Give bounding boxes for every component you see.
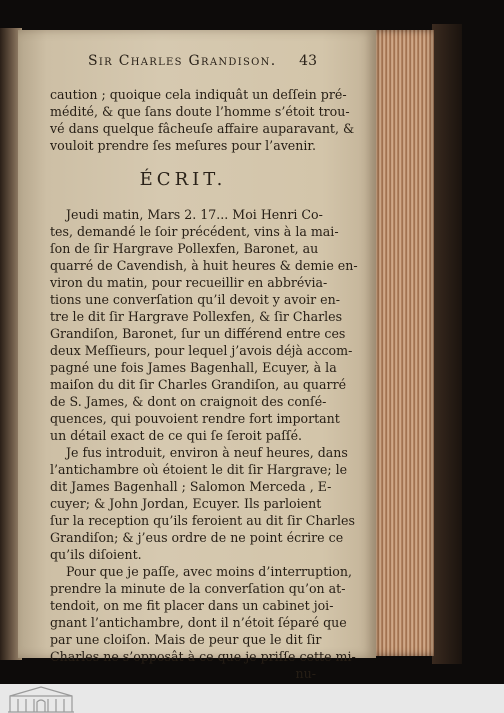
text-line: Pour que je paſſe, avec moins d’interruption, (66, 564, 352, 579)
paragraph-3 (50, 563, 356, 665)
text-line: Jeudi matin, Mars 2. 17... Moi Henri Co- (66, 207, 323, 222)
text-line: tendoit, on me fit placer dans un cabinet joi- (50, 598, 334, 613)
text-line: quences, qui pouvoient rendre fort important (50, 411, 340, 426)
text-line: gnant l’antichambre, dont il n’étoit ſéparé que (50, 615, 347, 630)
text-line: tions une converſation qu’il devoit y avoir en- (50, 292, 340, 307)
page-number: 43 (299, 53, 317, 69)
text-line: l’antichambre où étoient le dit ſir Hargrave; le (50, 462, 348, 477)
text-line: Grandiſon; & j’eus ordre de ne point écrire ce (50, 530, 344, 545)
text-line: pagné une fois James Bagenhall, Ecuyer, à la (50, 360, 337, 375)
continued-paragraph (50, 86, 355, 154)
text-line: tre le dit ſir Hargrave Pollexfen, & ſir Charles (50, 309, 343, 324)
text-line: deux Meſſieurs, pour lequel j’avois déjà accom- (50, 343, 353, 358)
text-line: cuyer; & John Jordan, Ecuyer. Ils parloient (50, 496, 322, 511)
text-line: vé dans quelque fâcheuſe affaire auparavant, & (50, 121, 355, 136)
text-line: dit James Bagenhall ; Salomon Merceda , E- (50, 479, 332, 494)
text-line: quarré de Cavendish, à huit heures & demie en- (50, 258, 358, 273)
text-line: maiſon du dit ſir Charles Grandiſon, au quarré (50, 377, 347, 392)
text-line: par une cloiſon. Mais de peur que le dit ſir (50, 632, 322, 647)
text-line: ſur la reception qu’ils feroient au dit ſir Charles (50, 513, 355, 528)
page-body (50, 86, 358, 682)
running-header: Sir Charles Grandison. (88, 53, 277, 69)
text-line: prendre la minute de la converſation qu’on at- (50, 581, 346, 596)
paragraph-2 (50, 444, 355, 563)
section-title: ÉCRIT. (139, 169, 227, 190)
text-line: de S. James, & dont on craignoit des conſé- (50, 394, 327, 409)
text-line: vouloit prendre ſes meſures pour l’avenir. (50, 138, 317, 153)
right-cover (432, 24, 462, 664)
text-line: un détail exact de ce qui ſe ſeroit paſſé. (50, 428, 303, 443)
text-line: Charles ne s’opposât à ce que je priſſe cette mi- (50, 649, 356, 664)
catchword: nu- (295, 666, 316, 681)
paragraph-1 (50, 206, 358, 444)
text-line: Je fus introduit, environ à neuf heures, dans (66, 445, 348, 460)
text-line: viron du matin, pour recueillir en abbrévia- (50, 275, 328, 290)
page-edges (374, 30, 434, 656)
text-line: qu’ils diſoient. (50, 547, 142, 562)
text-line: ſon de ſir Hargrave Pollexfen, Baronet, au (50, 241, 319, 256)
text-line: tes, demandé le ſoir précédent, vins à la mai- (50, 224, 339, 239)
library-building-logo (6, 684, 76, 713)
text-line: Grandiſon, Baronet, ſur un différend entre ces (50, 326, 346, 341)
text-line: médité, & que ſans doute l’homme s’étoit trou- (50, 104, 350, 119)
library-footer-band (0, 684, 504, 713)
text-line: caution ; quoique cela indiquât un deſſein pré- (50, 87, 347, 102)
